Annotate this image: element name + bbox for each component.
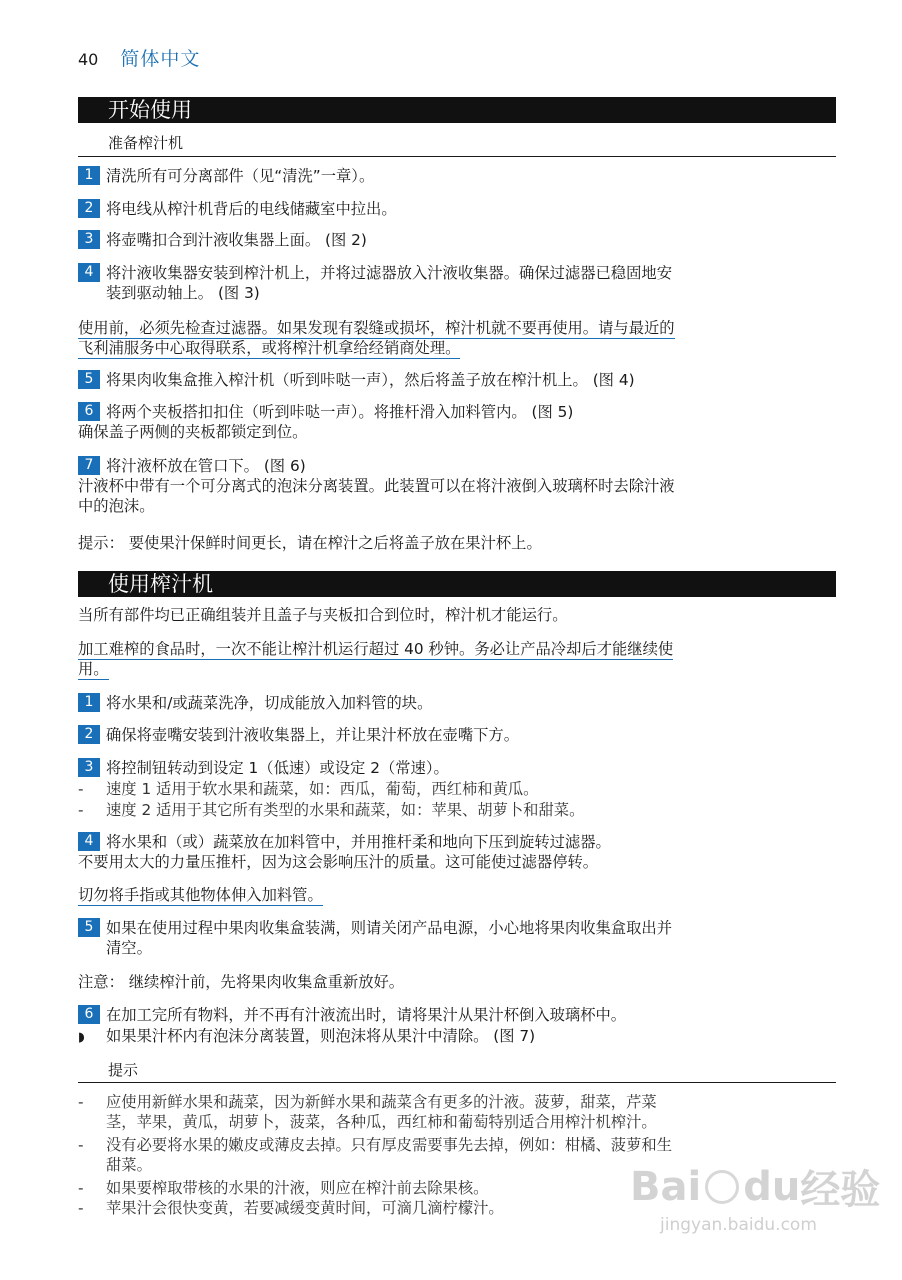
divider bbox=[78, 156, 836, 157]
speed-1-item: - 速度 1 适用于软水果和蔬菜，如：西瓜，葡萄，西红柿和黄瓜。 bbox=[78, 780, 539, 798]
caution-note: 注意： 继续榨汁前，先将果肉收集盒重新放好。 bbox=[78, 973, 405, 991]
bullet-foam: ◗ 如果果汁杯内有泡沫分离装置，则泡沫将从果汁中清除。 (图 7) bbox=[78, 1026, 535, 1048]
use-step-3: 3 将控制钮转动到设定 1（低速）或设定 2（常速）。 bbox=[78, 758, 838, 778]
step-number: 2 bbox=[78, 725, 100, 744]
warning-fingers: 切勿将手指或其他物体伸入加料管。 bbox=[78, 886, 323, 904]
section-title-using: 使用榨汁机 bbox=[78, 571, 836, 597]
step-number: 5 bbox=[78, 918, 100, 937]
page-number: 40 bbox=[78, 50, 99, 69]
warning-run-time: 加工难榨的食品时，一次不能让榨汁机运行超过 40 秒钟。务必让产品冷却后才能继续使 用。 bbox=[78, 640, 674, 678]
step-number: 1 bbox=[78, 166, 100, 185]
step-6: 6 将两个夹板搭扣扣住（听到咔哒一声）。将推杆滑入加料管内。 (图 5) 确保盖子两侧的夹板都锁定到位。 bbox=[78, 403, 574, 441]
step-number: 3 bbox=[78, 758, 100, 777]
step-number: 7 bbox=[78, 456, 100, 475]
subsection-title-prepare: 准备榨汁机 bbox=[108, 134, 184, 152]
half-circle-bullet-icon: ◗ bbox=[78, 1030, 85, 1045]
watermark-logo: Bai du 经验 bbox=[630, 1163, 881, 1213]
step-5: 5 将果肉收集盒推入榨汁机（听到咔哒一声），然后将盖子放在榨汁机上。 (图 4) bbox=[78, 370, 838, 390]
page-header bbox=[78, 44, 200, 71]
step-number: 4 bbox=[78, 832, 100, 851]
use-step-2: 2 确保将壶嘴安装到汁液收集器上，并让果汁杯放在壶嘴下方。 bbox=[78, 725, 838, 745]
intro-text: 当所有部件均已正确组装并且盖子与夹板扣合到位时，榨汁机才能运行。 bbox=[78, 606, 568, 624]
step-number: 2 bbox=[78, 199, 100, 218]
step-number: 5 bbox=[78, 370, 100, 389]
step-number: 1 bbox=[78, 693, 100, 712]
step-number: 3 bbox=[78, 230, 100, 249]
step-number: 6 bbox=[78, 402, 100, 421]
section-title-getting-started: 开始使用 bbox=[78, 97, 836, 123]
step-1: 1 清洗所有可分离部件（见“清洗”一章）。 bbox=[78, 166, 838, 186]
watermark-url: jingyan.baidu.com bbox=[660, 1215, 817, 1235]
speed-2-item: - 速度 2 适用于其它所有类型的水果和蔬菜，如：苹果、胡萝卜和甜菜。 bbox=[78, 801, 585, 819]
use-step-4: 4 将水果和（或）蔬菜放在加料管中，并用推杆柔和地向下压到旋转过滤器。 不要用太大的力量压推杆，因为这会影响压汁的质量。这可能使过滤器停转。 bbox=[78, 833, 611, 871]
use-step-1: 1 将水果和/或蔬菜洗净，切成能放入加料管的块。 bbox=[78, 693, 838, 713]
step-4: 4 将汁液收集器安装到榨汁机上，并将过滤器放入汁液收集器。确保过滤器已稳固地安 装到驱动轴上。 (图 3) bbox=[78, 263, 838, 303]
divider bbox=[78, 1082, 836, 1083]
step-number: 6 bbox=[78, 1005, 100, 1024]
step-2: 2 将电线从榨汁机背后的电线储藏室中拉出。 bbox=[78, 199, 838, 219]
use-step-6: 6 在加工完所有物料，并不再有汁液流出时，请将果汁从果汁杯倒入玻璃杯中。 bbox=[78, 1005, 838, 1025]
use-step-5: 5 如果在使用过程中果肉收集盒装满，则请关闭产品电源，小心地将果肉收集盒取出并 清空。 bbox=[78, 918, 838, 958]
tip-item: - 没有必要将水果的嫩皮或薄皮去掉。只有厚皮需要事先去掉，例如：柑橘、菠萝和生 bbox=[78, 1136, 672, 1154]
tip-item-cont: 茎，苹果，黄瓜，胡萝卜，菠菜，各种瓜，西红柿和葡萄特别适合用榨汁机榨汁。 bbox=[106, 1113, 657, 1131]
tip-item: - 苹果汁会很快变黄，若要减缓变黄时间，可滴几滴柠檬汁。 bbox=[78, 1199, 504, 1217]
tip-keep-fresh: 提示： 要使果汁保鲜时间更长，请在榨汁之后将盖子放在果汁杯上。 bbox=[78, 534, 542, 552]
tip-item: - 如果要榨取带核的水果的汁液，则应在榨汁前去除果核。 bbox=[78, 1179, 489, 1197]
step-3: 3 将壶嘴扣合到汁液收集器上面。 (图 2) bbox=[78, 230, 838, 250]
step-7: 7 将汁液杯放在管口下。 (图 6) 汁液杯中带有一个可分离式的泡沫分离装置。此装置可以在将汁液倒入玻璃杯时去除汁液 中的泡沫。 bbox=[78, 457, 675, 515]
tips-title: 提示 bbox=[108, 1061, 139, 1079]
baidu-watermark bbox=[630, 1158, 880, 1235]
tip-item-cont: 甜菜。 bbox=[106, 1156, 152, 1174]
warning-check-filter: 使用前，必须先检查过滤器。如果发现有裂缝或损坏，榨汁机就不要再使用。请与最近的 飞利浦服务中心取得联系，或将榨汁机拿给经销商处理。 bbox=[78, 319, 675, 357]
language-label: 简体中文 bbox=[120, 48, 201, 70]
paw-icon bbox=[705, 1170, 739, 1204]
tip-item: - 应使用新鲜水果和蔬菜，因为新鲜水果和蔬菜含有更多的汁液。菠萝，甜菜，芹菜 bbox=[78, 1093, 657, 1111]
step-number: 4 bbox=[78, 263, 100, 282]
